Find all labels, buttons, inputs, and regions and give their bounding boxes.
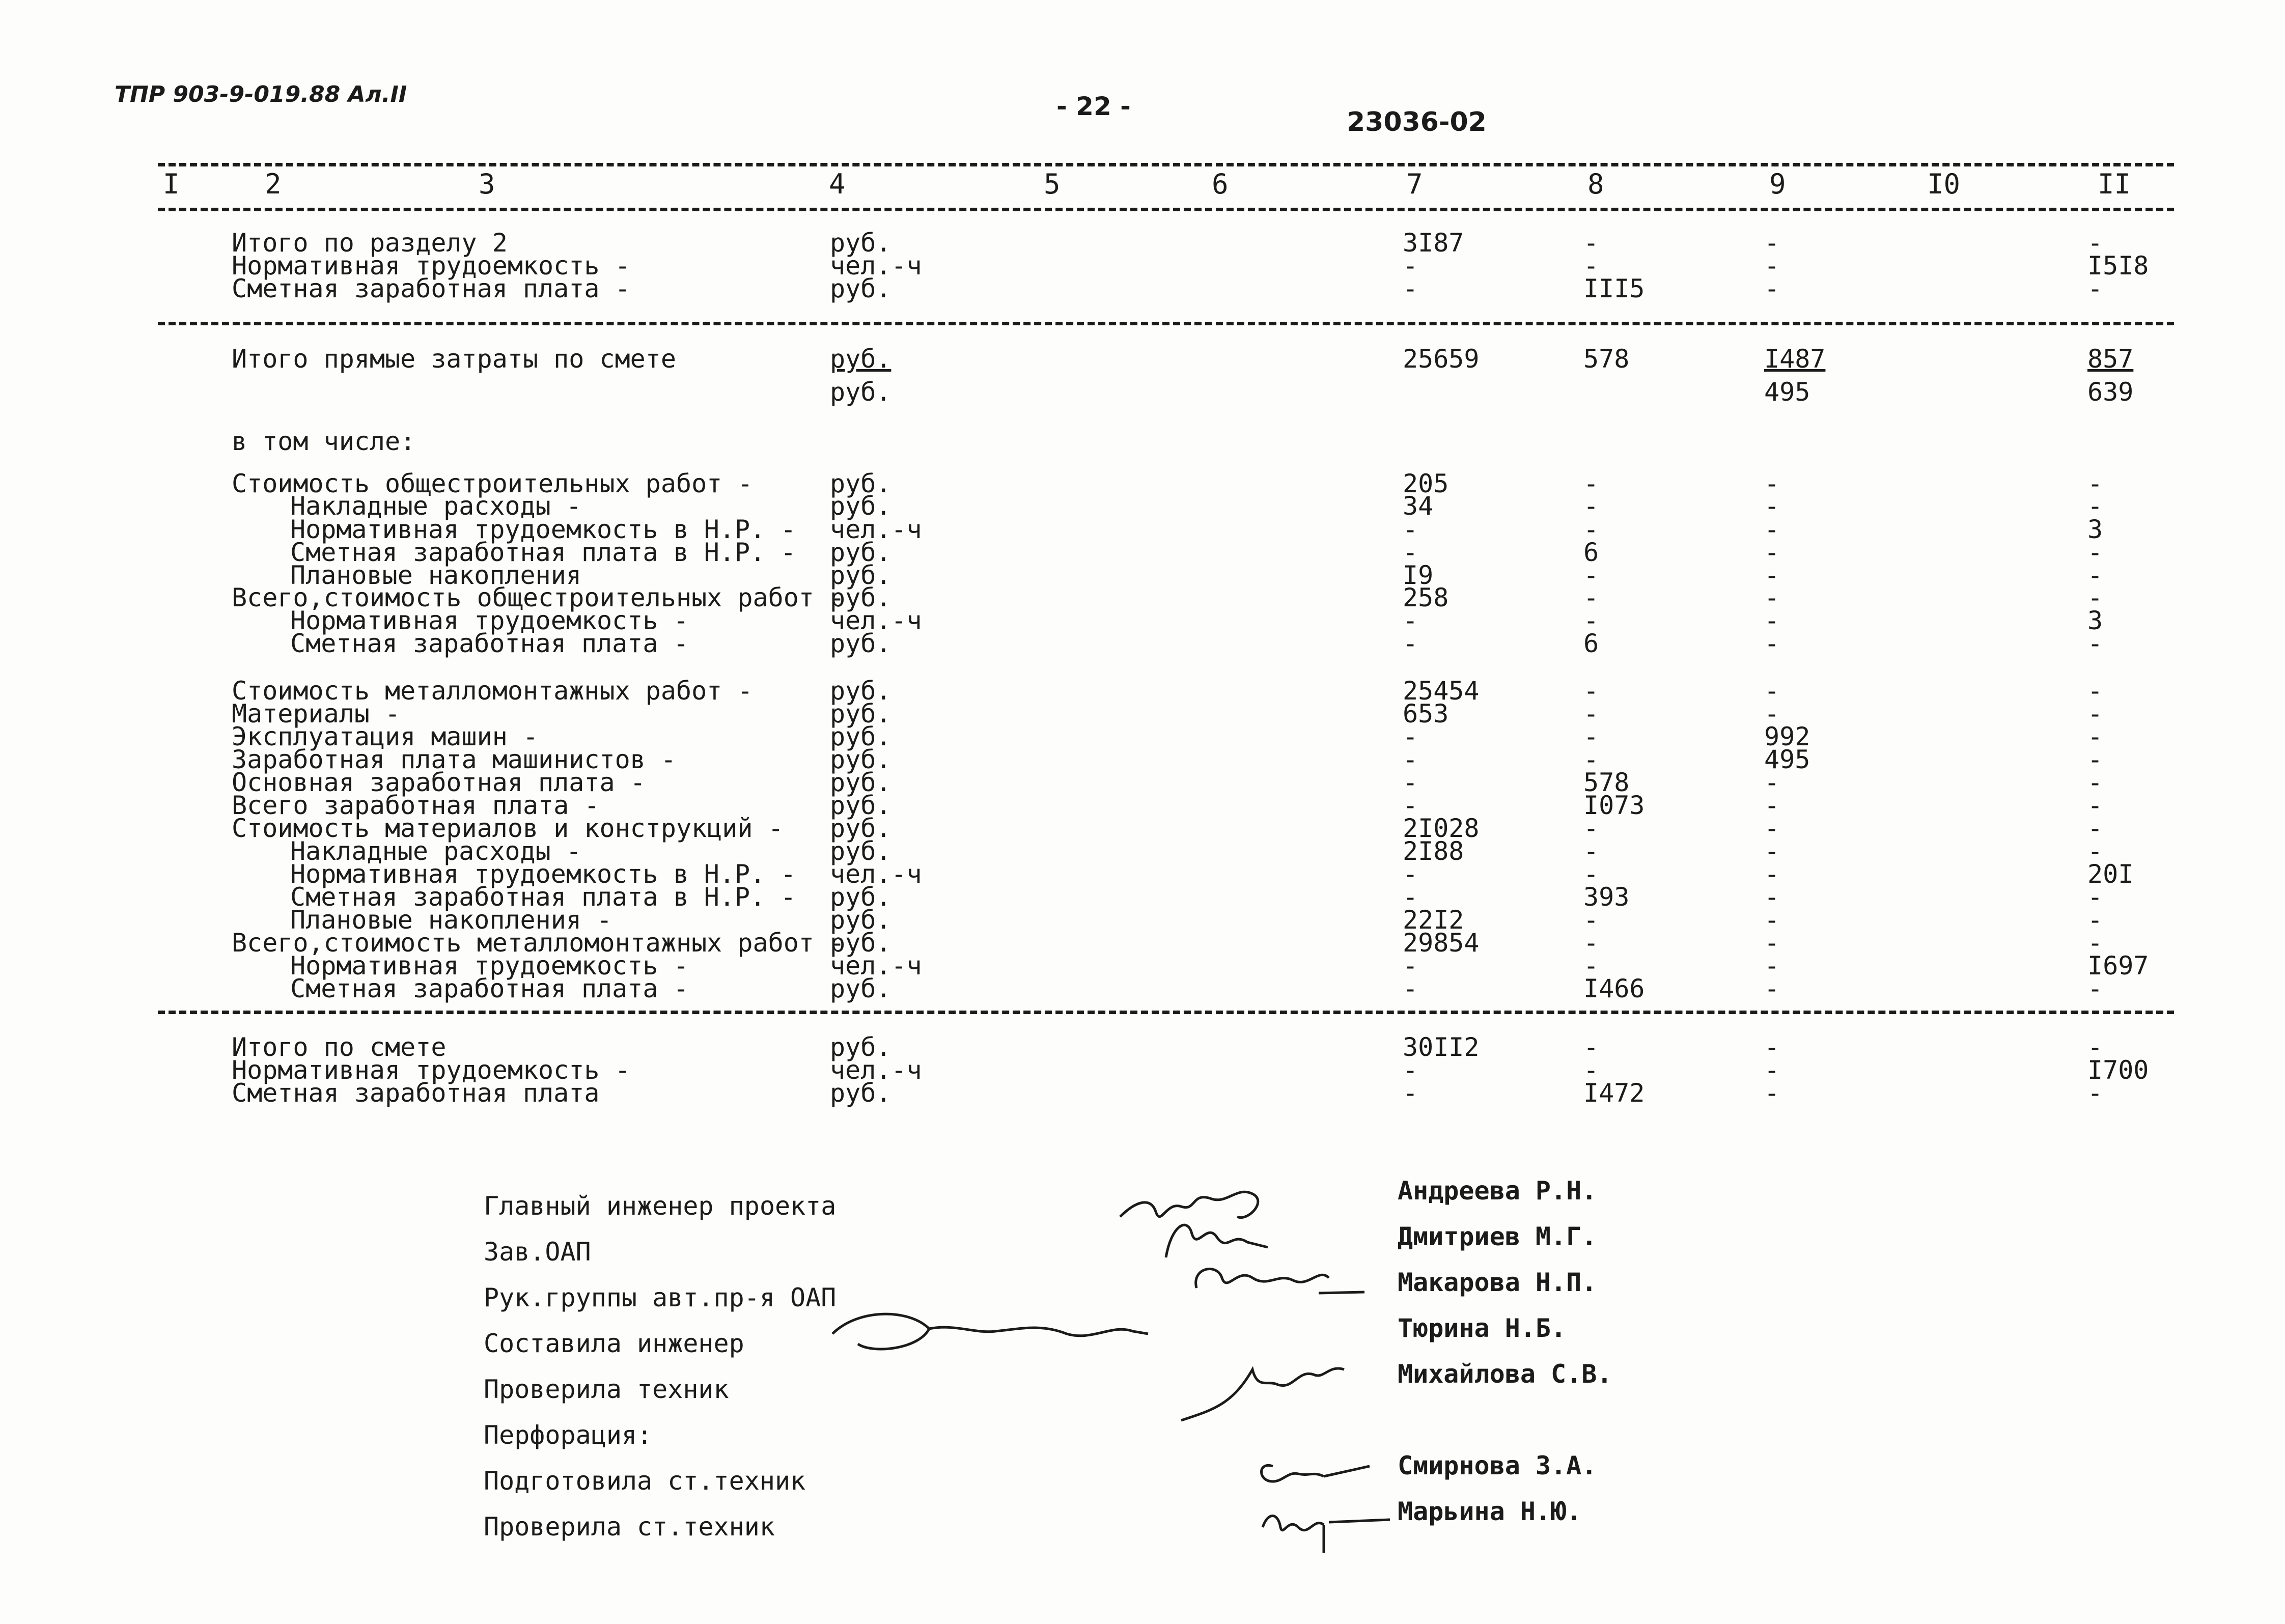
column-number: 5 xyxy=(1044,168,1061,200)
row-unit: руб. xyxy=(830,676,891,706)
cell-col8: - xyxy=(1583,491,1599,521)
cell-col7: 2I028 xyxy=(1403,814,1480,843)
row-unit: руб. xyxy=(830,344,891,374)
cell-col8: - xyxy=(1583,228,1599,258)
cell-col7: - xyxy=(1403,951,1418,981)
cell-col8: - xyxy=(1583,1032,1599,1062)
cell-col9: 495 xyxy=(1764,745,1810,774)
cell-col11: 857 xyxy=(2087,344,2134,374)
row-unit: чел.-ч xyxy=(830,859,922,889)
signature-tyurina xyxy=(827,1303,1153,1359)
cell-col9: - xyxy=(1764,491,1780,521)
row-label: Основная заработная плата - xyxy=(232,768,646,797)
cell-col7: - xyxy=(1403,722,1418,751)
row-unit: руб. xyxy=(830,974,891,1003)
column-number: 7 xyxy=(1406,168,1423,200)
row-label: Стоимость материалов и конструкций - xyxy=(232,814,784,843)
cell-col9: - xyxy=(1764,1078,1780,1108)
cell-col9: - xyxy=(1764,515,1780,544)
cell-col11: - xyxy=(2087,561,2103,590)
cell-col8: - xyxy=(1583,722,1599,751)
cell-col7: 22I2 xyxy=(1403,905,1464,935)
cell-col11: - xyxy=(2087,1032,2103,1062)
signatory-role: Составила инженер xyxy=(484,1329,744,1358)
cell-col8: 393 xyxy=(1583,882,1630,912)
cell-col11: - xyxy=(2087,274,2103,303)
cell-col9: - xyxy=(1764,629,1780,658)
signatory-name: Смирнова З.А. xyxy=(1398,1451,1597,1480)
row-label: Всего,стоимость металломонтажных работ - xyxy=(232,928,845,958)
cell-col7: - xyxy=(1403,859,1418,889)
row-label: Сметная заработная плата xyxy=(232,1078,600,1108)
row-unit: руб. xyxy=(830,491,891,521)
column-number: 3 xyxy=(479,168,495,200)
cell-col9: - xyxy=(1764,905,1780,935)
cell-col11: - xyxy=(2087,629,2103,658)
cell-col11: - xyxy=(2087,491,2103,521)
cell-col11: 639 xyxy=(2087,377,2134,407)
cell-col8: I472 xyxy=(1583,1078,1645,1108)
row-unit: руб. xyxy=(830,629,891,658)
table-row xyxy=(0,629,2285,658)
cell-col7: - xyxy=(1403,538,1418,567)
cell-col7: - xyxy=(1403,882,1418,912)
cell-col8: - xyxy=(1583,951,1599,981)
column-number: I0 xyxy=(1927,168,1961,200)
cell-col11: - xyxy=(2087,974,2103,1003)
cell-col9: - xyxy=(1764,561,1780,590)
signatory-role: Зав.ОАП xyxy=(484,1237,591,1267)
cell-col9: - xyxy=(1764,583,1780,612)
column-number: II xyxy=(2098,168,2131,200)
row-unit: руб. xyxy=(830,814,891,843)
cell-col8: 578 xyxy=(1583,768,1630,797)
cell-col11: - xyxy=(2087,905,2103,935)
cell-col11: 3 xyxy=(2087,606,2103,635)
cell-col7: - xyxy=(1403,629,1418,658)
cell-col11: - xyxy=(2087,882,2103,912)
cell-col9: - xyxy=(1764,859,1780,889)
cell-col7: - xyxy=(1403,1078,1418,1108)
column-number: 2 xyxy=(265,168,282,200)
cell-col7: 29854 xyxy=(1403,928,1480,958)
signatory-role: Подготовила ст.техник xyxy=(484,1466,806,1496)
cell-col8: - xyxy=(1583,745,1599,774)
row-label: Сметная заработная плата в Н.Р. - xyxy=(290,882,796,912)
row-unit: чел.-ч xyxy=(830,606,922,635)
cell-col11: - xyxy=(2087,1078,2103,1108)
signatory-name: Михайлова С.В. xyxy=(1398,1359,1612,1389)
cell-col11: - xyxy=(2087,814,2103,843)
row-unit: руб. xyxy=(830,722,891,751)
row-label: Нормативная трудоемкость - xyxy=(290,606,689,635)
cell-col8: 6 xyxy=(1583,538,1599,567)
row-label: Нормативная трудоемкость в Н.Р. - xyxy=(290,859,796,889)
cell-col9: 495 xyxy=(1764,377,1810,407)
row-label: Эксплуатация машин - xyxy=(232,722,539,751)
signatory-role: Перфорация: xyxy=(484,1420,653,1450)
row-label: Плановые накопления - xyxy=(290,905,612,935)
signatory-role: Главный инженер проекта xyxy=(484,1191,837,1221)
signatory-role: Рук.группы авт.пр-я ОАП xyxy=(484,1283,837,1312)
cell-col7: 25454 xyxy=(1403,676,1480,706)
cell-col9: - xyxy=(1764,951,1780,981)
row-unit: руб. xyxy=(830,745,891,774)
row-label: Всего,стоимость общестроительных работ - xyxy=(232,583,845,612)
row-label: Итого по смете xyxy=(232,1032,447,1062)
cell-col9: - xyxy=(1764,699,1780,729)
project-code: 23036-02 xyxy=(1347,107,1487,137)
cell-col9: - xyxy=(1764,768,1780,797)
cell-col11: - xyxy=(2087,722,2103,751)
row-unit: руб. xyxy=(830,699,891,729)
row-unit: руб. xyxy=(830,882,891,912)
row-unit: руб. xyxy=(830,928,891,958)
row-label: Сметная заработная плата - xyxy=(290,974,689,1003)
cell-col11: 20I xyxy=(2087,859,2134,889)
row-label: Накладные расходы - xyxy=(290,836,581,866)
cell-col7: 653 xyxy=(1403,699,1449,729)
cell-col11: I700 xyxy=(2087,1055,2149,1085)
cell-col8: 6 xyxy=(1583,629,1599,658)
cell-col8: - xyxy=(1583,561,1599,590)
cell-col7: - xyxy=(1403,1055,1418,1085)
cell-col11: - xyxy=(2087,745,2103,774)
column-number: 6 xyxy=(1212,168,1229,200)
cell-col11: - xyxy=(2087,676,2103,706)
cell-col11: 3 xyxy=(2087,515,2103,544)
header-bottom-rule xyxy=(158,208,2174,211)
column-number: 9 xyxy=(1769,168,1786,200)
row-unit: чел.-ч xyxy=(830,1055,922,1085)
cell-col8: - xyxy=(1583,1055,1599,1085)
table-row xyxy=(0,344,2285,374)
row-label: Заработная плата машинистов - xyxy=(232,745,676,774)
row-unit: руб. xyxy=(830,905,891,935)
cell-col7: - xyxy=(1403,745,1418,774)
cell-col8: - xyxy=(1583,469,1599,498)
row-label: Сметная заработная плата в Н.Р. - xyxy=(290,538,796,567)
section-rule xyxy=(158,322,2174,325)
cell-col9: - xyxy=(1764,882,1780,912)
row-unit: руб. xyxy=(830,228,891,258)
row-label: Стоимость металломонтажных работ - xyxy=(232,676,753,706)
cell-col9: - xyxy=(1764,469,1780,498)
cell-col8: - xyxy=(1583,251,1599,281)
row-label: Материалы - xyxy=(232,699,401,729)
cell-col8: III5 xyxy=(1583,274,1645,303)
cell-col8: I073 xyxy=(1583,791,1645,820)
cell-col11: - xyxy=(2087,791,2103,820)
cell-col7: 258 xyxy=(1403,583,1449,612)
cell-col7: - xyxy=(1403,768,1418,797)
column-number: 8 xyxy=(1587,168,1604,200)
cell-col9: - xyxy=(1764,791,1780,820)
cell-col9: - xyxy=(1764,836,1780,866)
cell-col11: - xyxy=(2087,928,2103,958)
row-label: в том числе: xyxy=(232,427,416,456)
cell-col8: - xyxy=(1583,859,1599,889)
row-label: Нормативная трудоемкость - xyxy=(232,251,630,281)
signatory-role: Проверила техник xyxy=(484,1375,729,1404)
row-unit: руб. xyxy=(830,791,891,820)
row-label: Итого по разделу 2 xyxy=(232,228,508,258)
cell-col11: - xyxy=(2087,469,2103,498)
cell-col9: I487 xyxy=(1764,344,1826,374)
cell-col8: - xyxy=(1583,676,1599,706)
row-label: Нормативная трудоемкость в Н.Р. - xyxy=(290,515,796,544)
row-unit: руб. xyxy=(830,583,891,612)
cell-col8: - xyxy=(1583,928,1599,958)
cell-col7: 3I87 xyxy=(1403,228,1464,258)
row-unit: чел.-ч xyxy=(830,515,922,544)
row-unit: руб. xyxy=(830,1078,891,1108)
row-unit: руб. xyxy=(830,377,891,407)
cell-col7: 25659 xyxy=(1403,344,1480,374)
row-label: Нормативная трудоемкость - xyxy=(232,1055,630,1085)
row-label: Итого прямые затраты по смете xyxy=(232,344,676,374)
signature-smirnova xyxy=(1252,1451,1375,1492)
signatory-name: Тюрина Н.Б. xyxy=(1398,1313,1567,1343)
cell-col8: - xyxy=(1583,814,1599,843)
table-row xyxy=(0,427,2285,456)
cell-col8: - xyxy=(1583,515,1599,544)
cell-col7: 205 xyxy=(1403,469,1449,498)
cell-col7: - xyxy=(1403,274,1418,303)
row-label: Накладные расходы - xyxy=(290,491,581,521)
cell-col9: - xyxy=(1764,1055,1780,1085)
cell-col9: - xyxy=(1764,228,1780,258)
page-number: - 22 - xyxy=(1056,92,1131,121)
cell-col8: - xyxy=(1583,606,1599,635)
signatory-name: Марьина Н.Ю. xyxy=(1398,1497,1582,1526)
signature-marina xyxy=(1252,1502,1395,1558)
cell-col9: 992 xyxy=(1764,722,1810,751)
cell-col9: - xyxy=(1764,538,1780,567)
totals-rule xyxy=(158,1011,2174,1014)
cell-col9: - xyxy=(1764,251,1780,281)
row-label: Плановые накопления xyxy=(290,561,581,590)
row-unit: чел.-ч xyxy=(830,251,922,281)
cell-col7: - xyxy=(1403,606,1418,635)
cell-col7: 34 xyxy=(1403,491,1434,521)
signatory-name: Андреева Р.Н. xyxy=(1398,1176,1597,1206)
row-unit: руб. xyxy=(830,561,891,590)
row-label: Стоимость общестроительных работ - xyxy=(232,469,753,498)
cell-col7: - xyxy=(1403,515,1418,544)
signatory-name: Дмитриев М.Г. xyxy=(1398,1222,1597,1251)
row-unit: руб. xyxy=(830,469,891,498)
signature-makarova xyxy=(1186,1257,1370,1303)
row-label: Всего заработная плата - xyxy=(232,791,600,820)
cell-col7: 30II2 xyxy=(1403,1032,1480,1062)
signatory-role: Проверила ст.техник xyxy=(484,1512,775,1542)
cell-col8: - xyxy=(1583,699,1599,729)
cell-col11: - xyxy=(2087,699,2103,729)
cell-col11: - xyxy=(2087,836,2103,866)
table-row xyxy=(0,1078,2285,1108)
signatory-name: Макарова Н.П. xyxy=(1398,1268,1597,1297)
cell-col11: - xyxy=(2087,768,2103,797)
row-unit: руб. xyxy=(830,768,891,797)
row-unit: руб. xyxy=(830,1032,891,1062)
table-row xyxy=(0,377,2285,407)
table-top-rule xyxy=(158,163,2174,166)
cell-col8: I466 xyxy=(1583,974,1645,1003)
cell-col9: - xyxy=(1764,974,1780,1003)
cell-col11: - xyxy=(2087,583,2103,612)
column-number: I xyxy=(163,168,180,200)
row-unit: руб. xyxy=(830,538,891,567)
cell-col9: - xyxy=(1764,606,1780,635)
row-label: Нормативная трудоемкость - xyxy=(290,951,689,981)
cell-col9: - xyxy=(1764,676,1780,706)
table-row xyxy=(0,274,2285,303)
cell-col8: - xyxy=(1583,583,1599,612)
row-unit: чел.-ч xyxy=(830,951,922,981)
cell-col11: - xyxy=(2087,538,2103,567)
cell-col7: - xyxy=(1403,791,1418,820)
cell-col7: - xyxy=(1403,974,1418,1003)
cell-col7: I9 xyxy=(1403,561,1434,590)
row-label: Сметная заработная плата - xyxy=(232,274,630,303)
row-label: Сметная заработная плата - xyxy=(290,629,689,658)
cell-col9: - xyxy=(1764,928,1780,958)
cell-col9: - xyxy=(1764,1032,1780,1062)
cell-col11: I5I8 xyxy=(2087,251,2149,281)
cell-col7: - xyxy=(1403,251,1418,281)
document-code: ТПР 903-9-019.88 Ал.II xyxy=(115,81,407,107)
column-number: 4 xyxy=(829,168,846,200)
row-unit: руб. xyxy=(830,274,891,303)
cell-col9: - xyxy=(1764,274,1780,303)
cell-col9: - xyxy=(1764,814,1780,843)
row-unit: руб. xyxy=(830,836,891,866)
table-row xyxy=(0,974,2285,1003)
cell-col11: - xyxy=(2087,228,2103,258)
cell-col7: 2I88 xyxy=(1403,836,1464,866)
cell-col8: - xyxy=(1583,905,1599,935)
cell-col11: I697 xyxy=(2087,951,2149,981)
cell-col8: - xyxy=(1583,836,1599,866)
cell-col8: 578 xyxy=(1583,344,1630,374)
signature-mikhailova xyxy=(1171,1349,1364,1431)
